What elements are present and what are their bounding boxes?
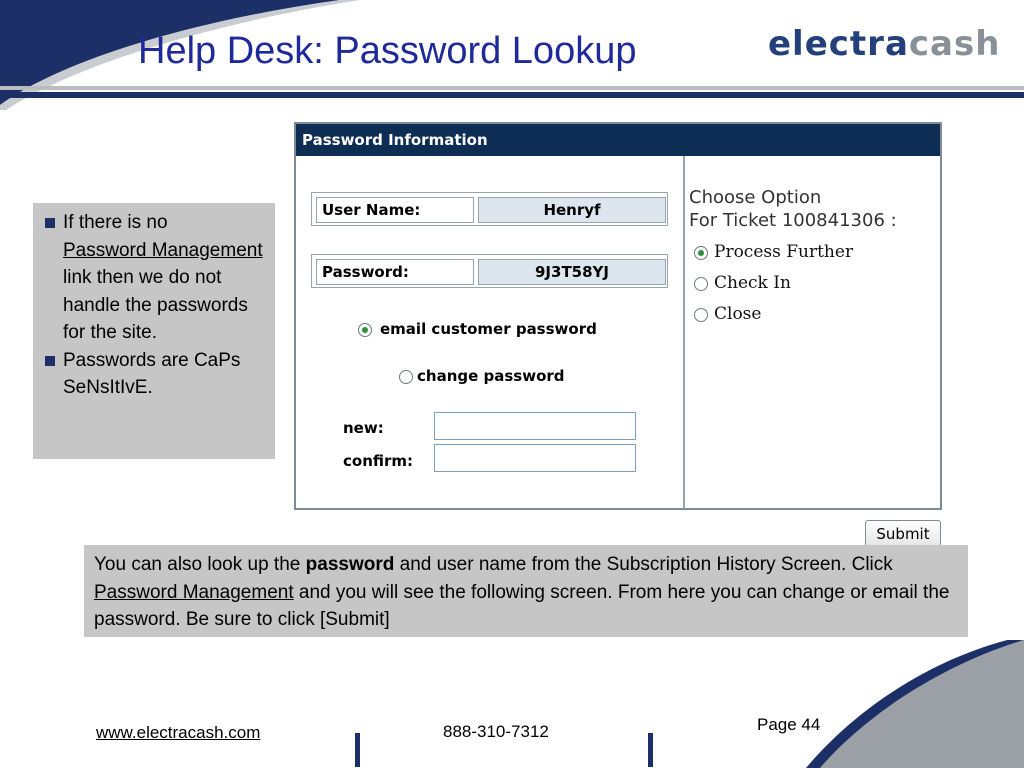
header-rule-navy xyxy=(0,92,1024,98)
process-further-label: Process Further xyxy=(714,242,854,262)
bullet-item xyxy=(41,209,267,347)
bullet-item xyxy=(41,347,267,402)
email-password-option[interactable] xyxy=(358,320,597,338)
page-number: Page 44 xyxy=(757,715,821,734)
radio-unselected-icon[interactable] xyxy=(694,277,708,291)
username-value: Henryf xyxy=(478,197,666,223)
note-text: and user name from the Subscription History Screen. Click xyxy=(394,554,893,575)
choose-option-line: Choose Option xyxy=(689,187,822,208)
bullet-text: Passwords are CaPs SeNsItIvE. xyxy=(63,349,241,398)
close-label: Close xyxy=(714,304,762,324)
ticket-number-line: For Ticket 100841306 : xyxy=(689,210,897,231)
new-password-label: new: xyxy=(343,419,384,437)
note-text: and you will see the following screen. From here you can change or email the password. Be sure to click [Submit] xyxy=(94,581,950,630)
radio-unselected-icon[interactable] xyxy=(694,308,708,322)
panel-header: Password Information xyxy=(296,124,940,156)
password-label: Password: xyxy=(316,259,474,285)
radio-selected-icon[interactable] xyxy=(358,323,372,337)
check-in-label: Check In xyxy=(714,273,791,293)
panel-divider xyxy=(683,156,685,508)
explanation-note xyxy=(84,545,968,637)
password-row xyxy=(311,254,668,288)
radio-selected-icon[interactable] xyxy=(694,246,708,260)
note-bold-password: password xyxy=(305,554,395,575)
footer-phone: 888-310-7312 xyxy=(443,722,549,741)
note-text: You can also look up the xyxy=(94,554,306,575)
bullet-square-icon xyxy=(45,356,55,366)
confirm-password-label: confirm: xyxy=(343,452,414,470)
username-row xyxy=(311,192,668,226)
footer-swoosh-graphic xyxy=(760,640,1024,768)
note-password-management-link: Password Management xyxy=(94,581,294,603)
process-further-option[interactable] xyxy=(694,242,853,262)
confirm-password-input[interactable] xyxy=(434,444,636,472)
change-password-label: change password xyxy=(417,367,565,385)
footer-divider xyxy=(355,733,360,767)
password-value: 9J3T58YJ xyxy=(478,259,666,285)
bullet-text: If there is no xyxy=(63,212,168,233)
choose-option-heading xyxy=(689,186,897,232)
footer-divider xyxy=(648,733,653,767)
bullet-text-cont: link then we do not handle the passwords for the site. xyxy=(63,267,248,343)
check-in-option[interactable] xyxy=(694,273,791,293)
email-password-label: email customer password xyxy=(380,320,597,338)
password-information-panel xyxy=(294,122,942,510)
logo-part-electra: electra xyxy=(768,24,909,64)
slide-title: Help Desk: Password Lookup xyxy=(138,30,637,72)
close-option[interactable] xyxy=(694,304,761,324)
password-management-link-text: Password Management xyxy=(63,239,263,261)
electracash-logo xyxy=(768,24,1000,64)
submit-button[interactable]: Submit xyxy=(865,520,941,547)
bullet-notes-box xyxy=(33,203,275,459)
header-rule-gray xyxy=(0,86,1024,90)
radio-unselected-icon[interactable] xyxy=(399,370,413,384)
footer-website-link[interactable]: www.electracash.com xyxy=(96,723,261,742)
bullet-square-icon xyxy=(45,218,55,228)
new-password-input[interactable] xyxy=(434,412,636,440)
change-password-option[interactable] xyxy=(399,367,565,385)
logo-part-cash: cash xyxy=(908,24,1001,64)
username-label: User Name: xyxy=(316,197,474,223)
